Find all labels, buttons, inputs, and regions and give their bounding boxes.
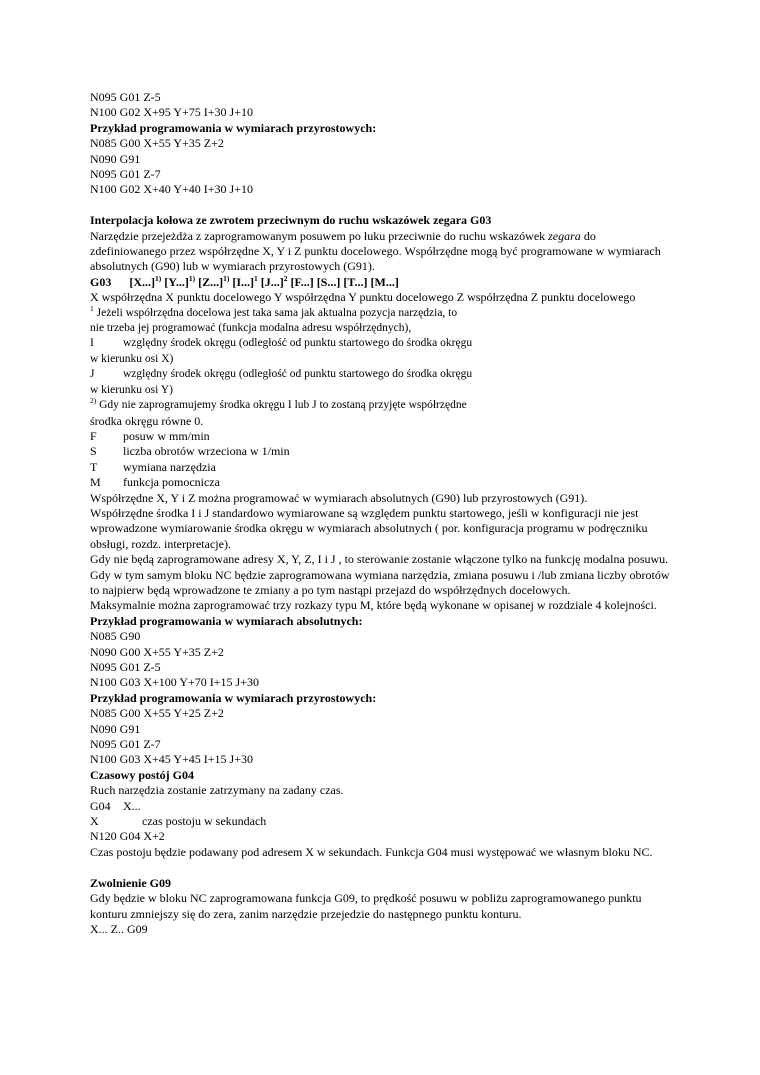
section-heading: Przykład programowania w wymiarach przyrostowych: xyxy=(90,690,377,705)
g09-desc: Gdy będzie w bloku NC zaprogramowana funkcja G09, to prędkość posuwu w pobliżu zaprogramowanego punktu konturu zmniejszy się do zera, zanim narzędzie przejedzie do następnego punktu konturu. xyxy=(90,891,642,921)
footnote-1-cont: nie trzeba jej programować (funkcja modalna adresu współrzędnych), xyxy=(90,322,412,335)
paragraph: Współrzędne X, Y i Z można programować w wymiarach absolutnych (G90) lub przyrostowych (G91). xyxy=(90,490,588,505)
param-f: F posuw w mm/min xyxy=(90,428,210,443)
param-s: S liczba obrotów wrzeciona w 1/min xyxy=(90,444,290,459)
code-line: N100 G02 X+95 Y+75 I+30 J+10 xyxy=(90,105,253,120)
g09-syntax: X... Z.. G09 xyxy=(90,921,148,936)
code-line: N100 G02 X+40 Y+40 I+30 J+10 xyxy=(90,182,253,197)
code-line: N090 G00 X+55 Y+35 Z+2 xyxy=(90,644,224,659)
g03-heading: Interpolacja kołowa ze zwrotem przeciwnym do ruchu wskazówek zegara G03 xyxy=(90,213,492,228)
section-heading: Przykład programowania w wymiarach absolutnych: xyxy=(90,613,363,628)
paragraph: Gdy w tym samym bloku NC będzie zaprogramowana wymiana narzędzia, zmiana posuwu i /lub zmiana liczby obrotów to najpierw będą wprowadzone te zmiany a po tym nastąpi przejazd do współrzędnych docelowych. xyxy=(90,567,670,597)
code-line: N095 G01 Z-7 xyxy=(90,737,161,752)
code-line: N085 G90 xyxy=(90,629,141,644)
g04-desc: Ruch narzędzia zostanie zatrzymany na zadany czas. xyxy=(90,783,344,798)
document-page xyxy=(90,90,670,937)
code-line: N090 G91 xyxy=(90,721,141,736)
param-t: T wymiana narzędzia xyxy=(90,459,216,474)
code-line: N085 G00 X+55 Y+25 Z+2 xyxy=(90,706,224,721)
g03-intro: Narzędzie przejeżdża z zaprogramowanym posuwem po łuku przeciwnie do ruchu wskazówek zegara do zdefiniowanego przez współrzędne X, Y i Z punktu docelowego. Współrzędne mogą być programowane w wymiarach absolutnych (G90) lub w wymiarach przyrostowych (G91). xyxy=(90,228,661,274)
section-heading: Przykład programowania w wymiarach przyrostowych: xyxy=(90,120,377,135)
paragraph: Maksymalnie można zaprogramować trzy rozkazy typu M, które będą wykonane w opisanej w rozdziale 4 kolejności. xyxy=(90,598,657,613)
g04-heading: Czasowy postój G04 xyxy=(90,767,194,782)
footnote-2: $^{2)}$ Gdy nie zaprogramujemy środka okręgu I lub J to zostaną przyjęte współrzędne xyxy=(90,396,467,412)
code-line: N100 G03 X+45 Y+45 I+15 J+30 xyxy=(90,752,253,767)
code-line: N090 G91 xyxy=(90,151,141,166)
footnote-1: $^1$ Jeżeli współrzędna docelowa jest taka sama jak aktualna pozycja narzędzia, to xyxy=(90,303,458,319)
code-line: N120 G04 X+2 xyxy=(90,829,165,844)
g09-heading: Zwolnienie G09 xyxy=(90,875,172,890)
code-line: N085 G00 X+55 Y+35 Z+2 xyxy=(90,136,224,151)
g04-param-x: X czas postoju w sekundach xyxy=(90,814,267,829)
code-line: N095 G01 Z-7 xyxy=(90,167,161,182)
param-j: J względny środek okręgu (odległość od punktu startowego do środka okręgu xyxy=(90,368,473,381)
g03-coords-desc: X współrzędna X punktu docelowego Y współrzędna Y punktu docelowego Z współrzędna Z punktu docelowego xyxy=(90,290,636,305)
code-line: N095 G01 Z-5 xyxy=(90,90,161,104)
code-line: N095 G01 Z-5 xyxy=(90,660,161,675)
g03-syntax: G03 $[X...]^{1)}$ $[Y...]^{1)}$ $[Z...]^{1)}$ $[I...]^1$ $[J...]^2$ [F...] [S...] [T...] [M...] xyxy=(90,273,399,289)
param-j-cont: w kierunku osi Y) xyxy=(90,383,173,396)
g04-syntax: G04 X... xyxy=(90,798,141,813)
paragraph: Gdy nie będą zaprogramowane adresy X, Y, Z, I i J , to sterowanie zostanie włączone tylko na funkcję modalna posuwu. xyxy=(90,552,669,567)
paragraph: Współrzędne środka I i J standardowo wymiarowane są względem punktu startowego, jeśli w konfiguracji nie jest wprowadzone wymiarowanie środka okręgu w wymiarach absolutnych ( por. konfiguracja programu w podręczniku obsługi, rozdz. interpretacje). xyxy=(90,505,648,551)
param-i: I względny środek okręgu (odległość od punktu startowego do środka okręgu xyxy=(90,337,473,350)
g04-note: Czas postoju będzie podawany pod adresem X w sekundach. Funkcja G04 musi występować we własnym bloku NC. xyxy=(90,844,653,859)
param-i-cont: w kierunku osi X) xyxy=(90,352,174,365)
param-m: M funkcja pomocnicza xyxy=(90,475,220,490)
code-line: N100 G03 X+100 Y+70 I+15 J+30 xyxy=(90,675,259,690)
footnote-2-cont: środka okręgu równe 0. xyxy=(90,413,204,428)
